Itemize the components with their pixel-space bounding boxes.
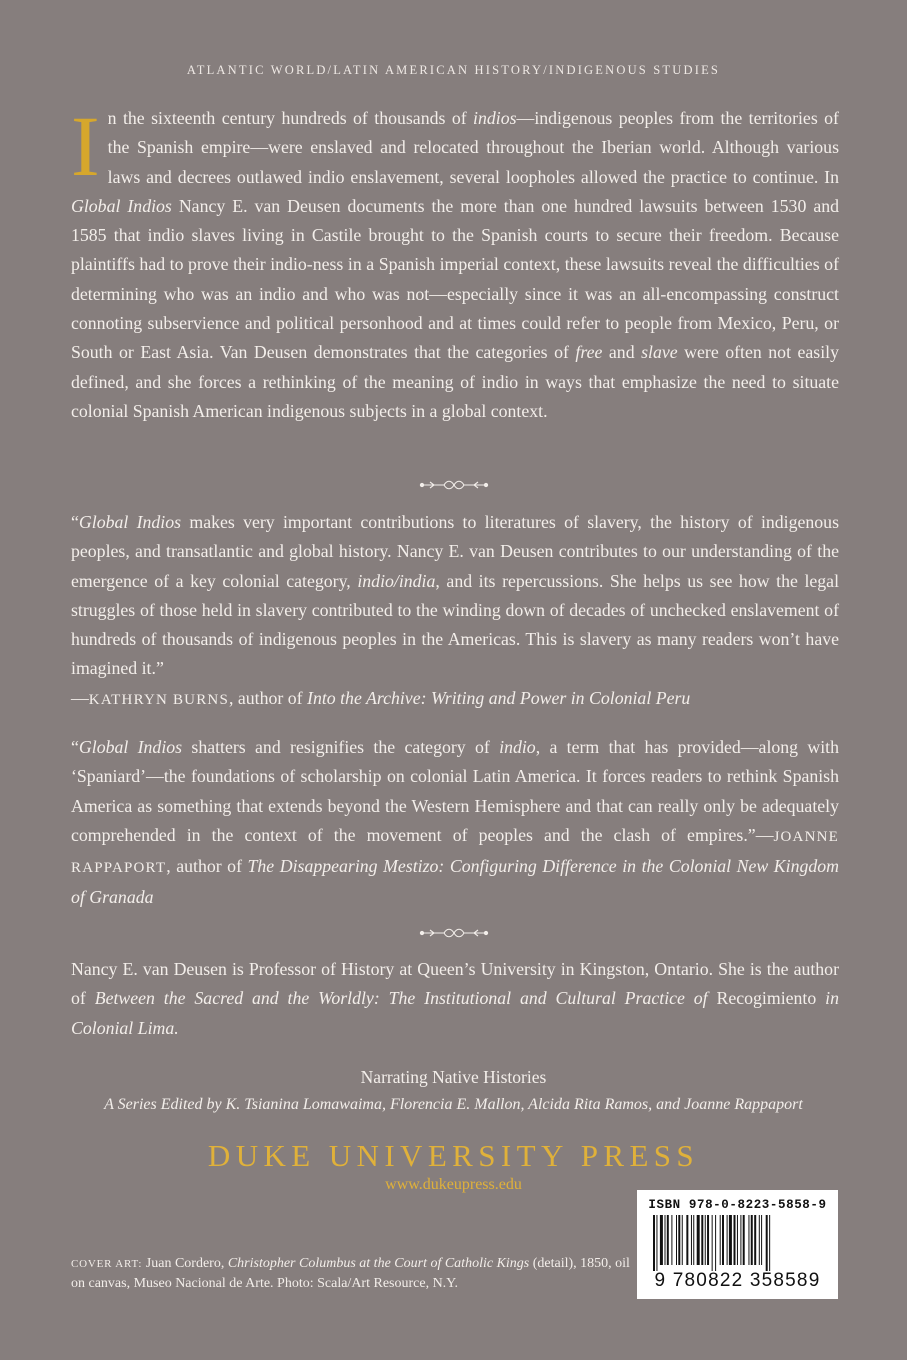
- publisher-name: DUKE UNIVERSITY PRESS: [207, 1138, 700, 1173]
- description-text-5: were often not easily defined, and she forces a rethinking of the meaning of indio in ways that emphasize the need to situate colonial Spanish American indigenous subjects in a global context.: [71, 342, 839, 421]
- quote-book-title: Global Indios: [78, 737, 183, 757]
- bio-text: Nancy E. van Deusen is Professor of History at Queen’s University in Kingston, Ontario. She is the author of: [71, 959, 839, 1009]
- barcode-bar: [740, 1215, 741, 1265]
- barcode-bar: [660, 1215, 663, 1265]
- barcode-bar: [766, 1215, 768, 1271]
- endorsement-quote-2: [71, 733, 839, 913]
- credit-label: COVER ART:: [71, 1258, 143, 1270]
- barcode-bar: [737, 1215, 738, 1265]
- barcode-bar: [720, 1215, 721, 1265]
- description-text-1: n the sixteenth century hundreds of thousands of: [107, 108, 474, 128]
- credit-details: (detail), 1850, oil on canvas, Museo Nacional de Arte. Photo: Scala/Art Resource, N.Y.: [71, 1256, 630, 1291]
- barcode-bar: [761, 1215, 762, 1265]
- barcode-bar: [682, 1215, 683, 1265]
- barcode-bar: [676, 1215, 677, 1265]
- barcode-bar: [748, 1215, 749, 1265]
- barcode-bar: [678, 1215, 680, 1265]
- barcode-bar: [653, 1215, 655, 1271]
- barcode-bar: [667, 1215, 669, 1265]
- isbn-number: ISBN 978-0-8223-5858-9: [648, 1198, 827, 1212]
- barcode-bars-icon: [651, 1215, 824, 1271]
- isbn-barcode: [637, 1190, 838, 1299]
- bio-book-title-end: in Colonial Lima.: [71, 988, 839, 1038]
- description-text-2: —indigenous peoples from the territories of the Spanish empire—were enslaved and relocated throughout the Iberian world. Although various laws and decrees outlawed indio enslavement, several loopholes allowed the practice to continue. In: [107, 108, 839, 187]
- attribution-author-of: , author of: [166, 856, 248, 877]
- barcode-bar: [656, 1215, 657, 1271]
- cover-art-credit: [71, 1254, 631, 1294]
- description-text-4: and: [602, 342, 642, 363]
- endorsement-quote-1: [71, 508, 839, 715]
- barcode-bar: [701, 1215, 703, 1265]
- barcode-bar: [743, 1215, 745, 1265]
- attribution-book: The Disappearing Mestizo: Configuring Difference in the Colonial New Kingdom of Granada: [71, 856, 839, 908]
- series-name: Narrating Native Histories: [360, 1067, 547, 1087]
- description-term-indios: indios: [473, 108, 517, 128]
- barcode-bar: [693, 1215, 694, 1265]
- quote-text-2: , a term that has provided—along with ‘Spaniard’—the foundations of scholarship on colonial Latin America. It forces readers to rethink Spanish America as something that extends beyond the Western Hemisphere and that can really only be adequately comprehended in the context of the movement of peoples and the clash of empires.”: [71, 737, 839, 845]
- description-paragraph: [71, 98, 839, 426]
- barcode-bar: [754, 1215, 756, 1265]
- barcode-bar: [759, 1215, 760, 1265]
- attribution-dash: —: [755, 824, 774, 845]
- attribution-dash: —: [71, 687, 89, 708]
- attribution-book: Into the Archive: Writing and Power in Colonial Peru: [307, 687, 691, 708]
- author-bio: [71, 955, 839, 1043]
- description-text-3: Nancy E. van Deusen documents the more than one hundred lawsuits between 1530 and 1585 that indio slaves living in Castile brought to the Spanish courts to secure their freedom. Because plaintiffs had to prove their indio-ness in a Spanish imperial context, these lawsuits reveal the difficulties of determining who was an indio and who was not—especially since it was an all-encompassing construct connoting subservience and political personhood and at times could refer to people from Mexico, Peru, or South or East Asia. Van Deusen demonstrates that the categories of: [71, 195, 839, 363]
- barcode-bar: [769, 1215, 770, 1271]
- drop-cap: I: [71, 98, 100, 194]
- quote-attribution: [71, 684, 839, 715]
- quote-text-1: shatters and resignifies the category of: [182, 737, 500, 757]
- attribution-author-of: , author of: [229, 687, 308, 708]
- bio-recogimiento: Recogimiento: [707, 988, 826, 1009]
- attribution-author: JOANNE RAPPAPORT: [71, 828, 839, 877]
- credit-artwork-title: Christopher Columbus at the Court of Catholic Kings: [227, 1256, 530, 1271]
- barcode-bar: [686, 1215, 688, 1265]
- bio-book-title: Between the Sacred and the Worldly: The Institutional and Cultural Practice of: [94, 988, 708, 1009]
- credit-artist: Juan Cordero,: [142, 1256, 228, 1271]
- barcode-bar: [707, 1215, 709, 1265]
- ornament-divider-icon: [418, 478, 490, 492]
- description-term-free: free: [575, 342, 603, 363]
- series-info: [0, 1064, 907, 1118]
- quote-text-2: , and its repercussions. She helps us see how the legal struggles of those held in slavery contributed to the winding down of decades of unchecked enslavement of hundreds of thousands of indigenous peoples in the Americas. This is slavery as many readers won’t have imagined it.”: [71, 570, 840, 679]
- barcode-bar: [715, 1215, 716, 1271]
- barcode-bar: [727, 1215, 728, 1265]
- barcode-bar: [691, 1215, 692, 1265]
- barcode-bar: [712, 1215, 713, 1271]
- description-book-title: Global Indios: [71, 195, 172, 216]
- ornament-divider-icon: [418, 926, 490, 940]
- barcode-bar: [722, 1215, 724, 1265]
- quote-open-mark: “: [71, 737, 79, 757]
- barcode-bar: [734, 1215, 736, 1265]
- quote-open-mark: “: [71, 512, 79, 532]
- subject-category: ATLANTIC WORLD/LATIN AMERICAN HISTORY/INDIGENOUS STUDIES: [186, 63, 721, 77]
- series-editors: A Series Edited by K. Tsianina Lomawaima, Florencia E. Mallon, Alcida Rita Ramos, and Joanne Rappaport: [104, 1096, 803, 1113]
- barcode-bar: [671, 1215, 672, 1265]
- attribution-author: KATHRYN BURNS: [88, 691, 229, 708]
- quote-text-1: makes very important contributions to literatures of slavery, the history of indigenous peoples, and transatlantic and global history. Nancy E. van Deusen contributes to our understanding of the emergence of a key colonial category,: [71, 512, 839, 591]
- barcode-digits: 9 780822 358589: [654, 1270, 821, 1291]
- barcode-bar: [665, 1215, 666, 1265]
- barcode-bar: [705, 1215, 706, 1265]
- quote-term: indio: [499, 737, 536, 757]
- publisher-website[interactable]: www.dukeupress.edu: [385, 1176, 522, 1193]
- description-term-slave: slave: [641, 342, 678, 363]
- barcode-bar: [729, 1215, 732, 1265]
- barcode-bar: [697, 1215, 700, 1265]
- quote-book-title: Global Indios: [78, 512, 182, 532]
- quote-term: indio/india: [357, 570, 436, 591]
- barcode-bar: [751, 1215, 753, 1265]
